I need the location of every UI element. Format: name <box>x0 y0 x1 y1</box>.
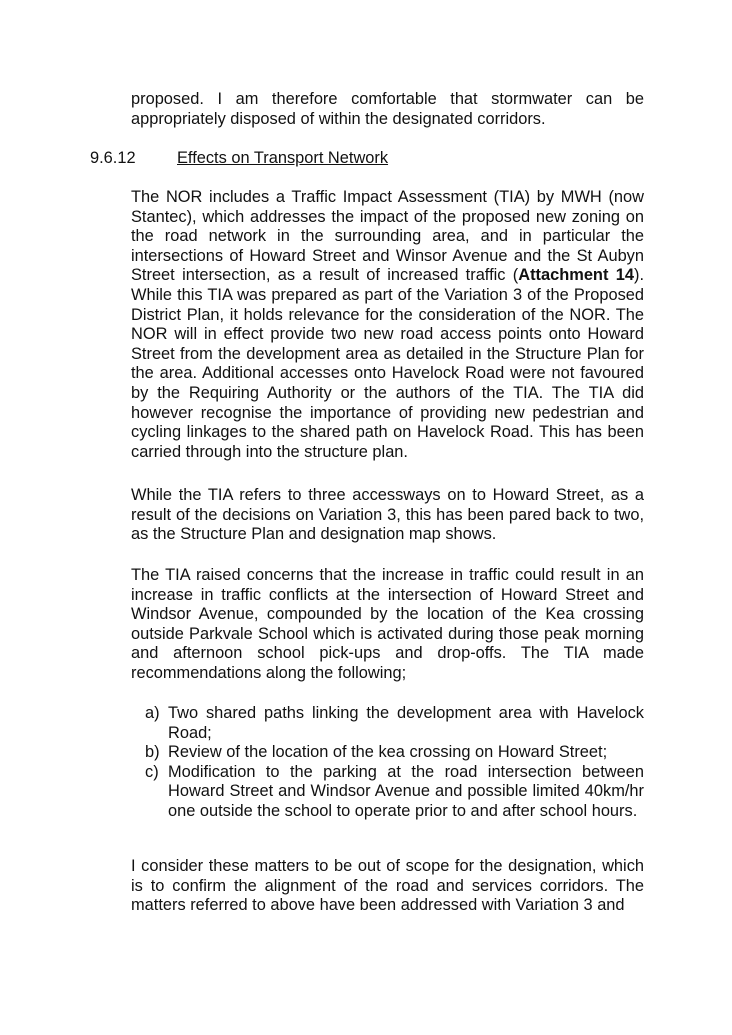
list-item-text: Modification to the parking at the road intersection between Howard Street and Windsor Avenue and possible limited 40km/hr one outside the school to operate prior to and after school hours. <box>168 762 644 820</box>
list-item <box>145 704 644 743</box>
list-marker: a) <box>145 704 160 722</box>
paragraph-tia-overview <box>131 188 644 462</box>
list-item <box>145 743 644 763</box>
paragraph-traffic-concerns: The TIA raised concerns that the increase in traffic could result in an increase in traffic conflicts at the intersection of Howard Street and Windsor Avenue, compounded by the location of the Kea crossing outside Parkvale School which is activated during those peak morning and afternoon school pick-ups and drop-offs. The TIA made recommendations along the following; <box>131 566 644 682</box>
paragraph-scope: I consider these matters to be out of scope for the designation, which is to confirm the alignment of the road and services corridors. The matters referred to above have been addressed with Variation 3 and <box>131 857 644 915</box>
list-item <box>145 763 644 822</box>
continuation-paragraph: proposed. I am therefore comfortable that stormwater can be appropriately disposed of within the designated corridors. <box>131 90 644 128</box>
paragraph-accessways: While the TIA refers to three accessways on to Howard Street, as a result of the decisions on Variation 3, this has been pared back to two, as the Structure Plan and designation map shows. <box>131 486 644 544</box>
list-item-text: Two shared paths linking the development area with Havelock Road; <box>168 704 644 742</box>
list-item-text: Review of the location of the kea crossing on Howard Street; <box>168 743 608 762</box>
attachment-reference: Attachment 14 <box>518 266 634 285</box>
paragraph-text: ). While this TIA was prepared as part of the Variation 3 of the Proposed District Plan, it holds relevance for the consideration of the NOR. The NOR will in effect provide two new road access points onto Howard Street from the development area as detailed in the Structure Plan for the area. Additional accesses onto Havelock Road were not favoured by the Requiring Authority or the authors of the TIA. The TIA did however recognise the importance of providing new pedestrian and cycling linkages to the shared path on Havelock Road. This has been carried through into the structure plan. <box>131 266 644 461</box>
list-marker: b) <box>145 743 160 762</box>
list-marker: c) <box>145 762 159 781</box>
recommendations-list <box>145 704 644 822</box>
section-number: 9.6.12 <box>90 149 136 167</box>
section-title: Effects on Transport Network <box>177 149 389 167</box>
paragraph-text: The NOR includes a Traffic Impact Assessment (TIA) by MWH (now Stantec), which addresses the impact of the proposed new zoning on the road network in the surrounding area, and in particular the intersections of Howard Street and Winsor Avenue and the St Aubyn Street intersection, as a result of increased traffic ( <box>131 188 644 285</box>
